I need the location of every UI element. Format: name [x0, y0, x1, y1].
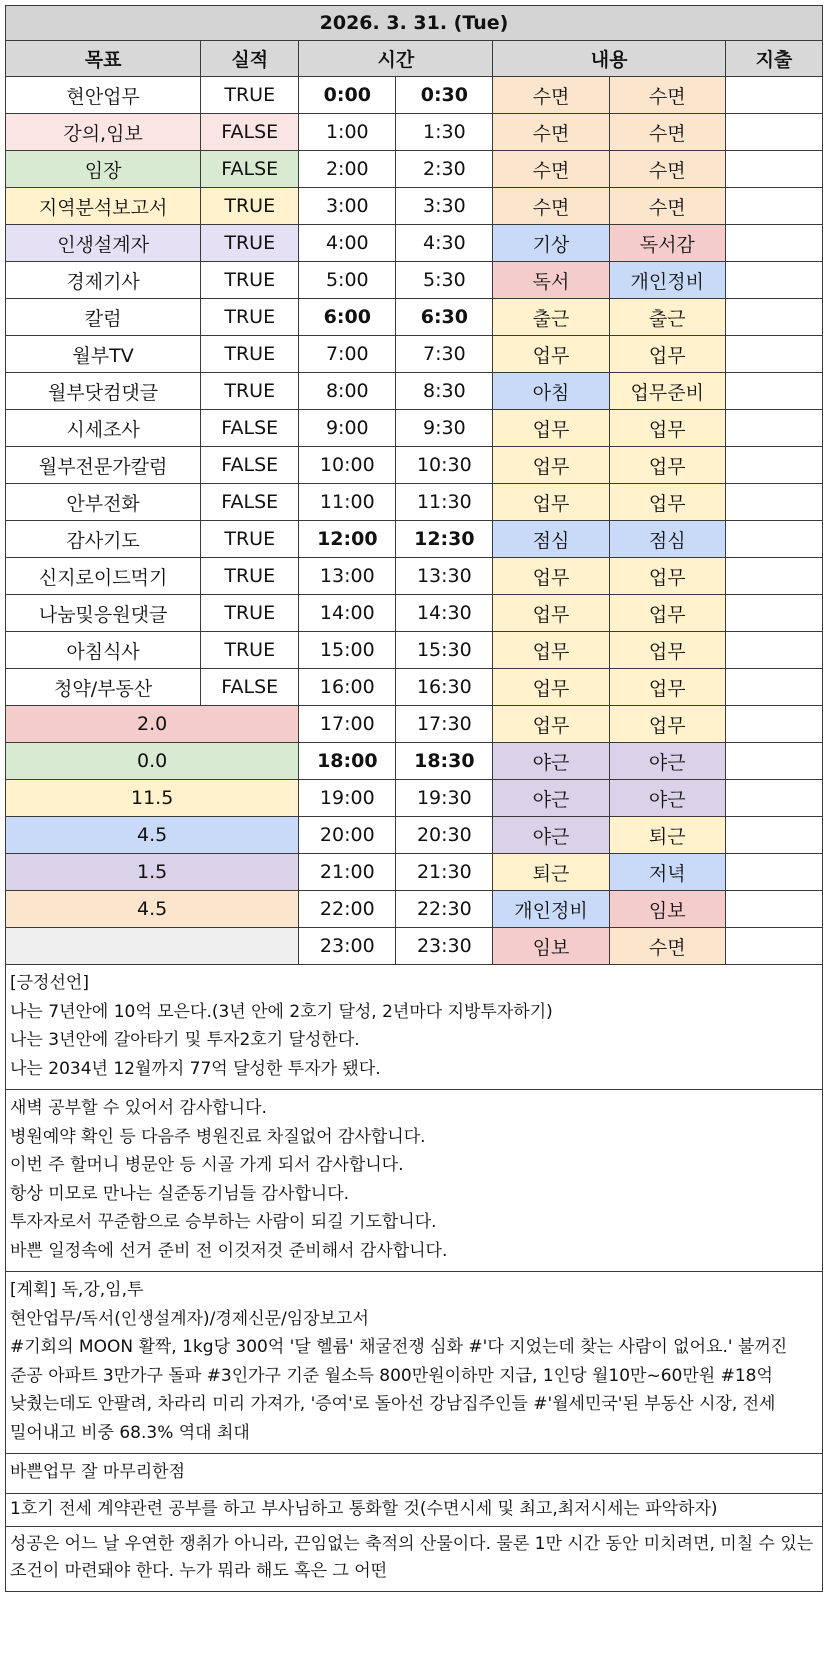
start-time-cell: 22:00: [299, 891, 396, 928]
schedule-row: [6, 262, 823, 299]
end-time-cell: 12:30: [396, 521, 493, 558]
activity-cell: 야근: [493, 743, 609, 780]
activity-cell: 야근: [493, 780, 609, 817]
activity-cell: 업무: [609, 484, 725, 521]
schedule-row: [6, 706, 823, 743]
activity-cell: 업무: [609, 447, 725, 484]
expense-cell: [725, 595, 822, 632]
activity-cell: 기상: [493, 225, 609, 262]
activity-cell: 수면: [493, 114, 609, 151]
header-result: 실적: [201, 41, 299, 77]
schedule-row: [6, 410, 823, 447]
end-time-cell: 0:30: [396, 77, 493, 114]
expense-cell: [725, 706, 822, 743]
activity-cell: 업무: [609, 669, 725, 706]
notes-section: [5, 965, 823, 1592]
end-time-cell: 3:30: [396, 188, 493, 225]
goal-cell: 임장: [6, 151, 201, 188]
affirmation-block: [6, 965, 822, 1090]
start-time-cell: 8:00: [299, 373, 396, 410]
end-time-cell: 22:30: [396, 891, 493, 928]
expense-cell: [725, 484, 822, 521]
activity-cell: 임보: [609, 891, 725, 928]
end-time-cell: 9:30: [396, 410, 493, 447]
start-time-cell: 15:00: [299, 632, 396, 669]
result-cell: FALSE: [201, 447, 299, 484]
result-cell: FALSE: [201, 151, 299, 188]
schedule-row: [6, 299, 823, 336]
memo-line: 1호기 전세 계약관련 공부를 하고 부사님하고 통화할 것(수면시세 및 최고,최저시세는 파악하자): [10, 1498, 718, 1519]
expense-cell: [725, 558, 822, 595]
start-time-cell: 18:00: [299, 743, 396, 780]
schedule-row: [6, 595, 823, 632]
expense-cell: [725, 114, 822, 151]
end-time-cell: 16:30: [396, 669, 493, 706]
activity-cell: 업무: [493, 595, 609, 632]
goal-cell: 지역분석보고서: [6, 188, 201, 225]
schedule-row: [6, 632, 823, 669]
goal-cell: 인생설계자: [6, 225, 201, 262]
activity-cell: 출근: [493, 299, 609, 336]
result-cell: TRUE: [201, 595, 299, 632]
expense-cell: [725, 891, 822, 928]
goal-cell: 강의,임보: [6, 114, 201, 151]
end-time-cell: 2:30: [396, 151, 493, 188]
activity-cell: 야근: [493, 817, 609, 854]
summary-cell: 1.5: [6, 854, 299, 891]
result-cell: TRUE: [201, 299, 299, 336]
plan-line: #기회의 MOON 활짝, 1kg당 300억 '달 헬륨' 채굴전쟁 심화 #'다 지었는데 찾는 사람이 없어요.' 불꺼진 준공 아파트 3만가구 돌파 #3인가구 기준 월소득 800만원이하만 지급, 1인당 월10만~60만원 #18억 낮췄는데도 안팔려, 차라리 미리 가져가, '증여'로 돌아선 강남집주인들 #'월세민국'된 부동산 시장, 전세 밀어내고 비중 68.3% 역대 최대: [10, 1337, 788, 1443]
start-time-cell: 3:00: [299, 188, 396, 225]
end-time-cell: 11:30: [396, 484, 493, 521]
start-time-cell: 6:00: [299, 299, 396, 336]
activity-cell: 수면: [609, 77, 725, 114]
memo-line: 바쁜업무 잘 마무리한점: [10, 1462, 186, 1482]
header-time: 시간: [299, 41, 493, 77]
activity-cell: 야근: [609, 743, 725, 780]
end-time-cell: 23:30: [396, 928, 493, 965]
result-cell: TRUE: [201, 225, 299, 262]
memo-block-1: [6, 1454, 822, 1494]
summary-cell: 11.5: [6, 780, 299, 817]
goal-cell: 아침식사: [6, 632, 201, 669]
affirmation-line: 나는 7년안에 10억 모은다.(3년 안에 2호기 달성, 2년마다 지방투자하기): [10, 1001, 553, 1022]
expense-cell: [725, 447, 822, 484]
expense-cell: [725, 928, 822, 965]
expense-cell: [725, 262, 822, 299]
goal-cell: 신지로이드먹기: [6, 558, 201, 595]
result-cell: TRUE: [201, 336, 299, 373]
gratitude-line: 병원예약 확인 등 다음주 병원진료 차질없어 감사합니다.: [10, 1126, 426, 1147]
summary-cell: 4.5: [6, 817, 299, 854]
daily-planner-sheet: [5, 5, 823, 1592]
header-expense: 지출: [725, 41, 822, 77]
gratitude-line: 새벽 공부할 수 있어서 감사합니다.: [10, 1098, 267, 1118]
activity-cell: 업무: [609, 410, 725, 447]
activity-cell: 업무: [609, 595, 725, 632]
gratitude-line: 바쁜 일정속에 선거 준비 전 이것저것 준비해서 감사합니다.: [10, 1240, 448, 1261]
plan-line: [계획] 독,강,임,투: [10, 1280, 144, 1300]
date-title: 2026. 3. 31. (Tue): [6, 6, 823, 41]
expense-cell: [725, 669, 822, 706]
goal-cell: 안부전화: [6, 484, 201, 521]
end-time-cell: 8:30: [396, 373, 493, 410]
expense-cell: [725, 521, 822, 558]
goal-cell: 칼럼: [6, 299, 201, 336]
result-cell: TRUE: [201, 77, 299, 114]
result-cell: TRUE: [201, 188, 299, 225]
result-cell: TRUE: [201, 558, 299, 595]
gratitude-block: [6, 1090, 822, 1272]
end-time-cell: 19:30: [396, 780, 493, 817]
activity-cell: 업무: [493, 447, 609, 484]
schedule-row: [6, 77, 823, 114]
start-time-cell: 14:00: [299, 595, 396, 632]
end-time-cell: 14:30: [396, 595, 493, 632]
activity-cell: 아침: [493, 373, 609, 410]
start-time-cell: 17:00: [299, 706, 396, 743]
summary-cell: 4.5: [6, 891, 299, 928]
start-time-cell: 16:00: [299, 669, 396, 706]
activity-cell: 수면: [493, 188, 609, 225]
start-time-cell: 21:00: [299, 854, 396, 891]
goal-cell: 감사기도: [6, 521, 201, 558]
activity-cell: 업무: [493, 706, 609, 743]
activity-cell: 개인정비: [493, 891, 609, 928]
activity-cell: 임보: [493, 928, 609, 965]
plan-block: [6, 1272, 822, 1454]
result-cell: FALSE: [201, 669, 299, 706]
activity-cell: 업무: [609, 336, 725, 373]
activity-cell: 업무: [493, 410, 609, 447]
end-time-cell: 5:30: [396, 262, 493, 299]
goal-cell: 시세조사: [6, 410, 201, 447]
activity-cell: 업무: [493, 558, 609, 595]
start-time-cell: 9:00: [299, 410, 396, 447]
start-time-cell: 5:00: [299, 262, 396, 299]
start-time-cell: 12:00: [299, 521, 396, 558]
plan-line: 현안업무/독서(인생설계자)/경제신문/임장보고서: [10, 1308, 369, 1329]
memo-block-3: [6, 1527, 822, 1591]
expense-cell: [725, 780, 822, 817]
start-time-cell: 23:00: [299, 928, 396, 965]
start-time-cell: 20:00: [299, 817, 396, 854]
expense-cell: [725, 373, 822, 410]
schedule-row: [6, 558, 823, 595]
result-cell: TRUE: [201, 373, 299, 410]
schedule-row: [6, 114, 823, 151]
schedule-row: [6, 373, 823, 410]
schedule-table: [5, 5, 823, 965]
goal-cell: 월부닷컴댓글: [6, 373, 201, 410]
start-time-cell: 10:00: [299, 447, 396, 484]
expense-cell: [725, 817, 822, 854]
end-time-cell: 15:30: [396, 632, 493, 669]
activity-cell: 수면: [609, 151, 725, 188]
start-time-cell: 11:00: [299, 484, 396, 521]
memo-line: 성공은 어느 날 우연한 쟁취가 아니라, 끈임없는 축적의 산물이다. 물론 1만 시간 동안 미치려면, 미칠 수 있는 조건이 마련돼야 한다. 누가 뭐라 해도 혹은 그 어떤: [10, 1533, 814, 1581]
gratitude-line: 투자자로서 꾸준함으로 승부하는 사람이 되길 기도합니다.: [10, 1212, 437, 1232]
schedule-row: [6, 188, 823, 225]
end-time-cell: 21:30: [396, 854, 493, 891]
goal-cell: 월부TV: [6, 336, 201, 373]
schedule-row: [6, 891, 823, 928]
start-time-cell: 1:00: [299, 114, 396, 151]
memo-block-2: [6, 1494, 822, 1527]
schedule-row: [6, 743, 823, 780]
end-time-cell: 1:30: [396, 114, 493, 151]
activity-cell: 독서감: [609, 225, 725, 262]
expense-cell: [725, 336, 822, 373]
start-time-cell: 0:00: [299, 77, 396, 114]
schedule-row: [6, 928, 823, 965]
activity-cell: 야근: [609, 780, 725, 817]
schedule-row: [6, 669, 823, 706]
activity-cell: 업무: [609, 706, 725, 743]
end-time-cell: 7:30: [396, 336, 493, 373]
goal-cell: 월부전문가칼럼: [6, 447, 201, 484]
expense-cell: [725, 188, 822, 225]
affirmation-line: 나는 3년안에 갈아타기 및 투자2호기 달성한다.: [10, 1030, 360, 1050]
goal-cell: 경제기사: [6, 262, 201, 299]
result-cell: TRUE: [201, 632, 299, 669]
activity-cell: 퇴근: [609, 817, 725, 854]
schedule-row: [6, 225, 823, 262]
result-cell: TRUE: [201, 521, 299, 558]
activity-cell: 수면: [609, 188, 725, 225]
header-content: 내용: [493, 41, 726, 77]
schedule-row: [6, 336, 823, 373]
start-time-cell: 4:00: [299, 225, 396, 262]
end-time-cell: 20:30: [396, 817, 493, 854]
activity-cell: 점심: [493, 521, 609, 558]
schedule-row: [6, 780, 823, 817]
summary-cell: 2.0: [6, 706, 299, 743]
activity-cell: 저녁: [609, 854, 725, 891]
activity-cell: 업무: [493, 484, 609, 521]
affirmation-line: [긍정선언]: [10, 973, 89, 993]
result-cell: FALSE: [201, 114, 299, 151]
activity-cell: 업무준비: [609, 373, 725, 410]
activity-cell: 업무: [493, 669, 609, 706]
summary-cell: [6, 928, 299, 965]
schedule-row: [6, 521, 823, 558]
end-time-cell: 10:30: [396, 447, 493, 484]
schedule-row: [6, 484, 823, 521]
gratitude-line: 이번 주 할머니 병문안 등 시골 가게 되서 감사합니다.: [10, 1155, 404, 1175]
schedule-row: [6, 447, 823, 484]
summary-cell: 0.0: [6, 743, 299, 780]
end-time-cell: 6:30: [396, 299, 493, 336]
schedule-row: [6, 854, 823, 891]
result-cell: TRUE: [201, 262, 299, 299]
activity-cell: 수면: [609, 114, 725, 151]
goal-cell: 현안업무: [6, 77, 201, 114]
activity-cell: 수면: [493, 77, 609, 114]
expense-cell: [725, 410, 822, 447]
activity-cell: 업무: [493, 632, 609, 669]
end-time-cell: 17:30: [396, 706, 493, 743]
goal-cell: 청약/부동산: [6, 669, 201, 706]
activity-cell: 점심: [609, 521, 725, 558]
activity-cell: 수면: [493, 151, 609, 188]
expense-cell: [725, 77, 822, 114]
result-cell: FALSE: [201, 410, 299, 447]
activity-cell: 업무: [609, 558, 725, 595]
expense-cell: [725, 632, 822, 669]
end-time-cell: 13:30: [396, 558, 493, 595]
schedule-row: [6, 151, 823, 188]
start-time-cell: 2:00: [299, 151, 396, 188]
expense-cell: [725, 743, 822, 780]
expense-cell: [725, 854, 822, 891]
affirmation-line: 나는 2034년 12월까지 77억 달성한 투자가 됐다.: [10, 1058, 381, 1079]
activity-cell: 수면: [609, 928, 725, 965]
activity-cell: 출근: [609, 299, 725, 336]
schedule-row: [6, 817, 823, 854]
expense-cell: [725, 151, 822, 188]
header-goal: 목표: [6, 41, 201, 77]
activity-cell: 업무: [609, 632, 725, 669]
activity-cell: 업무: [493, 336, 609, 373]
expense-cell: [725, 225, 822, 262]
goal-cell: 나눔및응원댓글: [6, 595, 201, 632]
end-time-cell: 4:30: [396, 225, 493, 262]
result-cell: FALSE: [201, 484, 299, 521]
activity-cell: 퇴근: [493, 854, 609, 891]
start-time-cell: 19:00: [299, 780, 396, 817]
expense-cell: [725, 299, 822, 336]
start-time-cell: 13:00: [299, 558, 396, 595]
end-time-cell: 18:30: [396, 743, 493, 780]
activity-cell: 독서: [493, 262, 609, 299]
activity-cell: 개인정비: [609, 262, 725, 299]
gratitude-line: 항상 미모로 만나는 실준동기님들 감사합니다.: [10, 1183, 350, 1204]
start-time-cell: 7:00: [299, 336, 396, 373]
